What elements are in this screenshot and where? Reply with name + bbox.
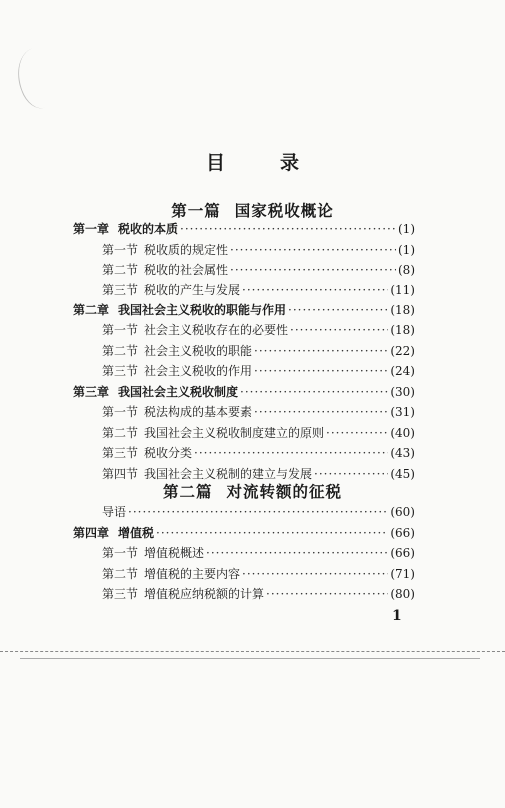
section-number: 第四节 [102,467,139,481]
section-number: 第一节 [102,546,139,560]
section-title: 我国社会主义税收制度建立的原则 [144,426,325,440]
page-ref: (11) [390,283,415,297]
dot-leader [242,280,388,300]
section-title: 增值税概述 [144,546,205,560]
dot-leader [242,564,388,584]
dot-leader [266,584,388,604]
dot-leader [326,423,388,443]
chapter-number: 第二章 [73,303,110,317]
chapter-number: 第四章 [73,526,110,540]
toc-section[interactable] [102,260,415,280]
toc-chapter-4[interactable] [73,523,415,543]
section-number: 第三节 [102,446,139,460]
page-number: 1 [392,608,402,624]
toc-chapter-2[interactable] [73,300,415,320]
section-number: 第二节 [102,344,139,358]
dot-leader [240,382,388,402]
toc-section[interactable] [102,280,415,300]
section-number: 第三节 [102,364,139,378]
toc-section[interactable] [102,443,415,463]
section-number: 第二节 [102,263,139,277]
section-number: 第三节 [102,587,139,601]
chapter-title: 税收的本质 [118,222,179,236]
dot-leader [180,219,396,239]
section-title: 税法构成的基本要素 [144,405,253,419]
part-title-2 [0,480,505,502]
toc-section[interactable] [102,543,415,563]
section-number: 第一节 [102,243,139,257]
part-name: 对流转额的征税 [226,482,343,501]
section-title: 我国社会主义税制的建立与发展 [144,467,313,481]
dot-leader [254,361,388,381]
section-title: 社会主义税收存在的必要性 [144,323,289,337]
dot-leader [128,502,388,522]
section-title: 税收质的规定性 [144,243,229,257]
page-ref: (45) [390,467,415,481]
chapter-title: 增值税 [118,526,155,540]
dot-leader [206,543,388,563]
page-ref: (60) [390,505,415,519]
page-ref: (71) [390,567,415,581]
section-title: 税收的产生与发展 [144,283,241,297]
dot-leader [194,443,388,463]
page-ref: (66) [390,546,415,560]
page-ref: (18) [390,303,415,317]
intro-title: 导语 [102,505,127,519]
page-ref: (43) [390,446,415,460]
toc-section[interactable] [102,341,415,361]
dot-leader [230,260,396,280]
section-number: 第二节 [102,426,139,440]
toc-chapter-3[interactable] [73,382,415,402]
dot-leader [156,523,388,543]
chapter-title: 我国社会主义税收制度 [118,385,239,399]
scan-artifact [9,43,68,113]
section-title: 增值税应纳税额的计算 [144,587,265,601]
page-ref: (30) [390,385,415,399]
dot-leader [254,341,388,361]
page-ref: (8) [398,263,415,277]
section-number: 第一节 [102,323,139,337]
page-ref: (80) [390,587,415,601]
toc-section[interactable] [102,564,415,584]
section-title: 税收分类 [144,446,193,460]
section-number: 第三节 [102,283,139,297]
section-number: 第一节 [102,405,139,419]
toc-section[interactable] [102,402,415,422]
section-title: 增值税的主要内容 [144,567,241,581]
toc-chapter-1[interactable] [73,219,415,239]
page-ref: (1) [398,243,415,257]
section-title: 税收的社会属性 [144,263,229,277]
page-title: 目 录 [205,152,317,174]
page-ref: (66) [390,526,415,540]
section-number: 第二节 [102,567,139,581]
page-ref: (40) [390,426,415,440]
toc-section[interactable] [102,240,415,260]
chapter-number: 第一章 [73,222,110,236]
page-ref: (24) [390,364,415,378]
part-title-1 [0,199,505,221]
toc-section[interactable] [102,584,415,604]
toc-section[interactable] [102,361,415,381]
chapter-title: 我国社会主义税收的职能与作用 [118,303,287,317]
chapter-number: 第三章 [73,385,110,399]
dot-leader [288,300,388,320]
scan-fold-line [0,651,505,652]
dot-leader [290,320,388,340]
section-title: 社会主义税收的作用 [144,364,253,378]
scan-fold-line [20,658,480,659]
page-ref: (22) [390,344,415,358]
section-title: 社会主义税收的职能 [144,344,253,358]
dot-leader [254,402,388,422]
toc-section[interactable] [102,423,415,443]
part-name: 国家税收概论 [234,201,334,220]
page-ref: (31) [390,405,415,419]
dot-leader [230,240,396,260]
page-ref: (18) [390,323,415,337]
part-number: 第二篇 [162,482,213,501]
toc-intro[interactable] [102,502,415,522]
part-number: 第一篇 [171,201,221,220]
page-ref: (1) [398,222,415,236]
toc-section[interactable] [102,320,415,340]
